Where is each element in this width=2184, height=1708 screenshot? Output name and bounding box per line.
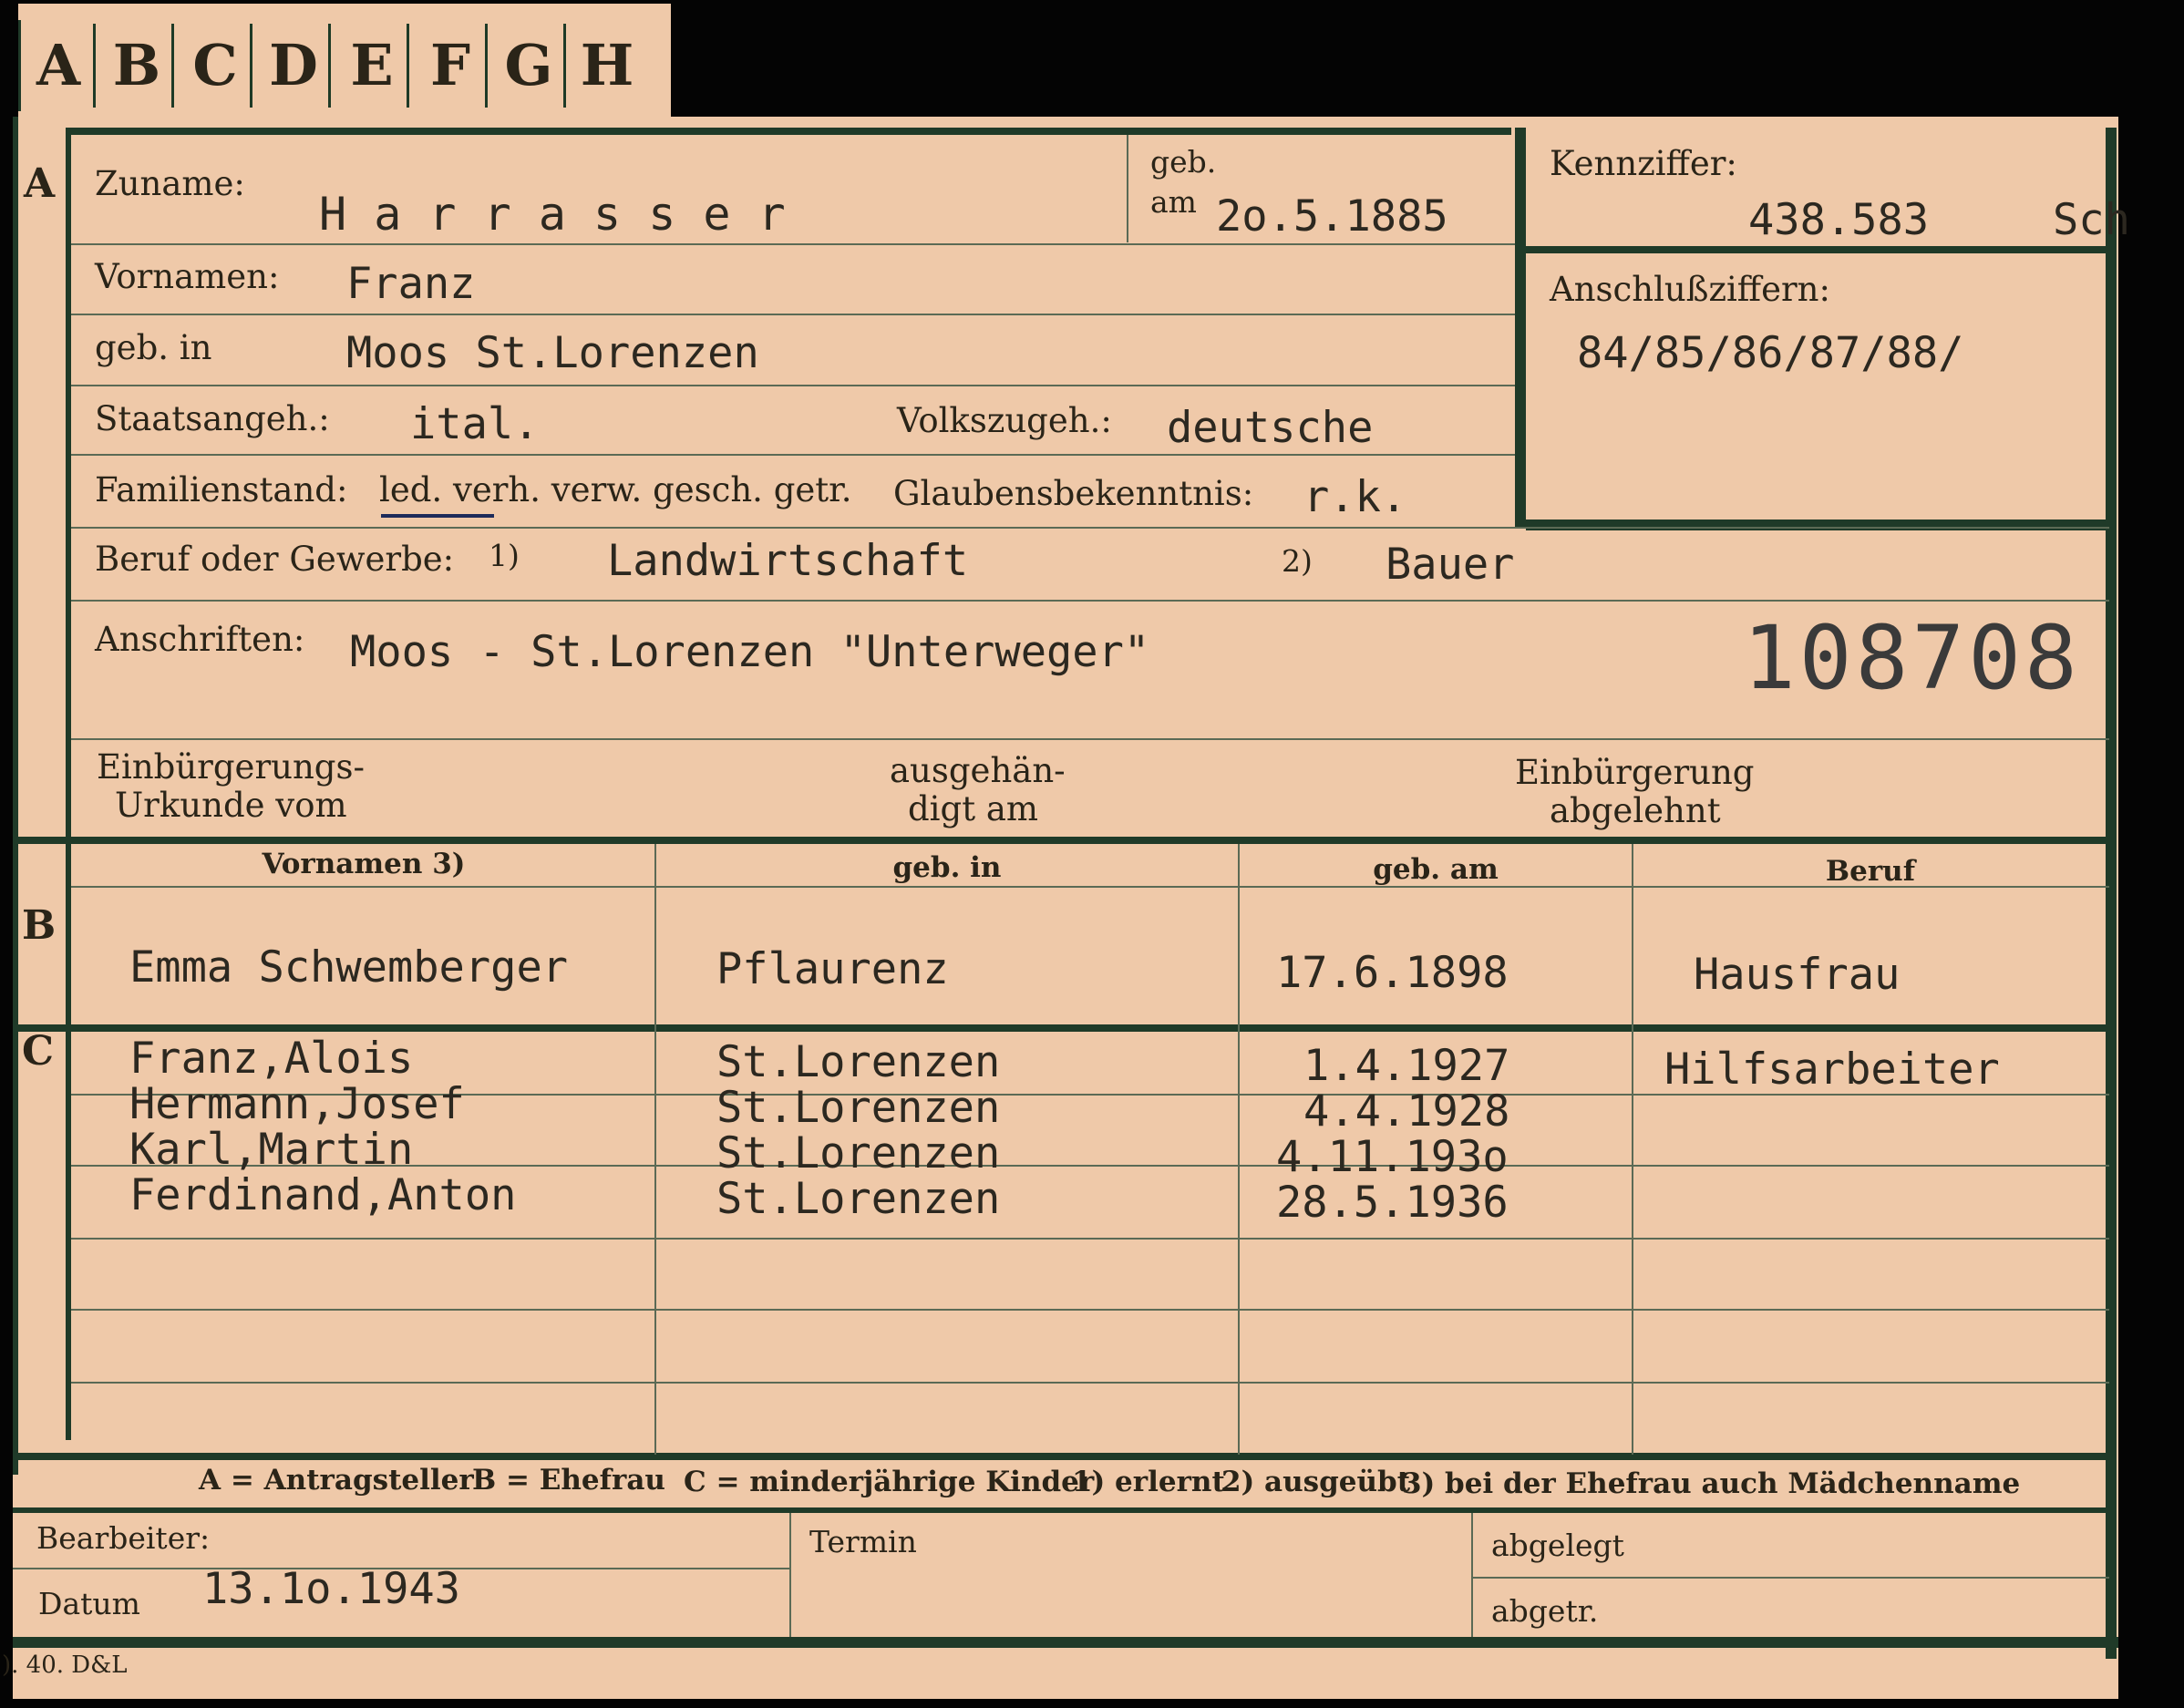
child-2-geb-in: St.Lorenzen: [716, 1083, 1001, 1133]
tab-b[interactable]: B: [102, 24, 174, 108]
einbuergerung-abgelehnt-label-2: abgelehnt: [1550, 791, 1721, 830]
spouse-geb-am: 17.6.1898: [1276, 948, 1509, 998]
kennziffer-suffix: Sch: [2053, 195, 2130, 245]
section-c-marker: C: [22, 1028, 55, 1075]
geb-am-value: 2o.5.1885: [1216, 191, 1448, 242]
staatsangeh-value: ital.: [410, 399, 540, 449]
familienstand-label: Familienstand:: [95, 470, 348, 509]
familienstand-options: led. verh. verw. gesch. getr.: [379, 470, 852, 509]
vornamen-value: Franz: [346, 259, 476, 309]
section-a-marker: A: [24, 160, 56, 207]
legend-maedchenname: 3) bei der Ehefrau auch Mädchenname: [1402, 1467, 2021, 1500]
beruf-ausgeuebt-value: Bauer: [1386, 540, 1515, 590]
anschriften-label: Anschriften:: [95, 620, 305, 659]
tab-h[interactable]: H: [580, 32, 634, 98]
child-1-geb-am: 1.4.1927: [1303, 1041, 1510, 1091]
kennziffer-value: 438.583: [1748, 195, 1930, 245]
geb-am-label: geb.: [1150, 144, 1217, 180]
staatsangeh-label: Staatsangeh.:: [95, 399, 330, 438]
ausgehaendigt-label: ausgehän-: [890, 751, 1066, 790]
einbuergerung-urkunde-label-2: Urkunde vom: [115, 786, 347, 825]
child-1-geb-in: St.Lorenzen: [716, 1037, 1001, 1087]
abgetr-label: abgetr.: [1491, 1593, 1599, 1629]
bearbeiter-label: Bearbeiter:: [36, 1520, 211, 1556]
legend-kinder: C = minderjährige Kinder: [684, 1466, 1095, 1498]
tab-f[interactable]: F: [416, 24, 488, 108]
child-3-geb-am: 4.11.193o: [1276, 1132, 1509, 1182]
ausgehaendigt-label-2: digt am: [908, 789, 1038, 828]
anschlussziffern-value: 84/85/86/87/88/: [1577, 328, 1964, 378]
tab-c[interactable]: C: [180, 24, 252, 108]
geb-in-label: geb. in: [95, 328, 212, 367]
legend-ehefrau: B = Ehefrau: [472, 1464, 665, 1497]
termin-label: Termin: [809, 1524, 917, 1559]
beruf-erlernt-value: Landwirtschaft: [607, 536, 969, 586]
volkszugeh-value: deutsche: [1167, 403, 1374, 453]
zuname-label: Zuname:: [95, 164, 245, 203]
col-header-beruf: Beruf: [1825, 855, 1916, 888]
child-1-beruf: Hilfsarbeiter: [1664, 1044, 2000, 1095]
datum-value: 13.1o.1943: [202, 1564, 460, 1614]
glaubensbekenntnis-value: r.k.: [1303, 472, 1407, 522]
beruf-footnote-1: 1): [489, 538, 520, 573]
geb-in-value: Moos St.Lorenzen: [346, 328, 759, 378]
anschrift-value: Moos - St.Lorenzen "Unterweger": [350, 627, 1150, 677]
col-header-vornamen: Vornamen 3): [262, 848, 466, 880]
geb-am-label-2: am: [1150, 184, 1197, 220]
child-2-geb-am: 4.4.1928: [1303, 1086, 1510, 1137]
vornamen-label: Vornamen:: [95, 257, 280, 296]
glaubensbekenntnis-label: Glaubensbekenntnis:: [893, 474, 1254, 513]
beruf-footnote-2: 2): [1282, 543, 1313, 579]
tab-strip: [18, 4, 671, 120]
child-4-geb-in: St.Lorenzen: [716, 1174, 1001, 1224]
tab-g[interactable]: G: [494, 24, 566, 108]
child-3-name: Karl,Martin: [129, 1125, 414, 1175]
familienstand-underline: [381, 514, 494, 518]
print-mark: ). 40. D&L: [2, 1651, 128, 1679]
tab-a[interactable]: A: [24, 24, 96, 108]
section-b-marker: B: [22, 902, 57, 949]
spouse-beruf: Hausfrau: [1694, 950, 1901, 1000]
anschlussziffern-label: Anschlußziffern:: [1550, 270, 1830, 309]
volkszugeh-label: Volkszugeh.:: [897, 401, 1112, 440]
child-1-name: Franz,Alois: [129, 1034, 414, 1084]
spouse-geb-in: Pflaurenz: [716, 944, 949, 994]
abgelegt-label: abgelegt: [1491, 1528, 1624, 1563]
col-header-geb-in: geb. in: [892, 851, 1002, 884]
legend-erlernt: 1) erlernt: [1072, 1466, 1225, 1498]
tab-d[interactable]: D: [259, 24, 331, 108]
beruf-label: Beruf oder Gewerbe:: [95, 540, 455, 579]
einbuergerung-abgelehnt-label: Einbürgerung: [1515, 753, 1755, 792]
stamp-number: 108708: [1743, 607, 2081, 709]
child-4-name: Ferdinand,Anton: [129, 1170, 517, 1220]
zuname-value: H a r r a s s e r: [319, 188, 786, 241]
datum-label: Datum: [38, 1586, 140, 1621]
child-3-geb-in: St.Lorenzen: [716, 1128, 1001, 1178]
spouse-name: Emma Schwemberger: [129, 942, 569, 993]
legend-antragsteller: A = Antragsteller: [199, 1464, 474, 1497]
kennziffer-label: Kennziffer:: [1550, 144, 1737, 183]
col-header-geb-am: geb. am: [1373, 853, 1499, 886]
tab-e[interactable]: E: [337, 24, 409, 108]
child-2-name: Hermann,Josef: [129, 1079, 465, 1129]
legend-ausgeuebt: 2) ausgeübt: [1221, 1466, 1411, 1498]
einbuergerung-urkunde-label: Einbürgerungs-: [97, 747, 365, 787]
child-4-geb-am: 28.5.1936: [1276, 1178, 1509, 1228]
